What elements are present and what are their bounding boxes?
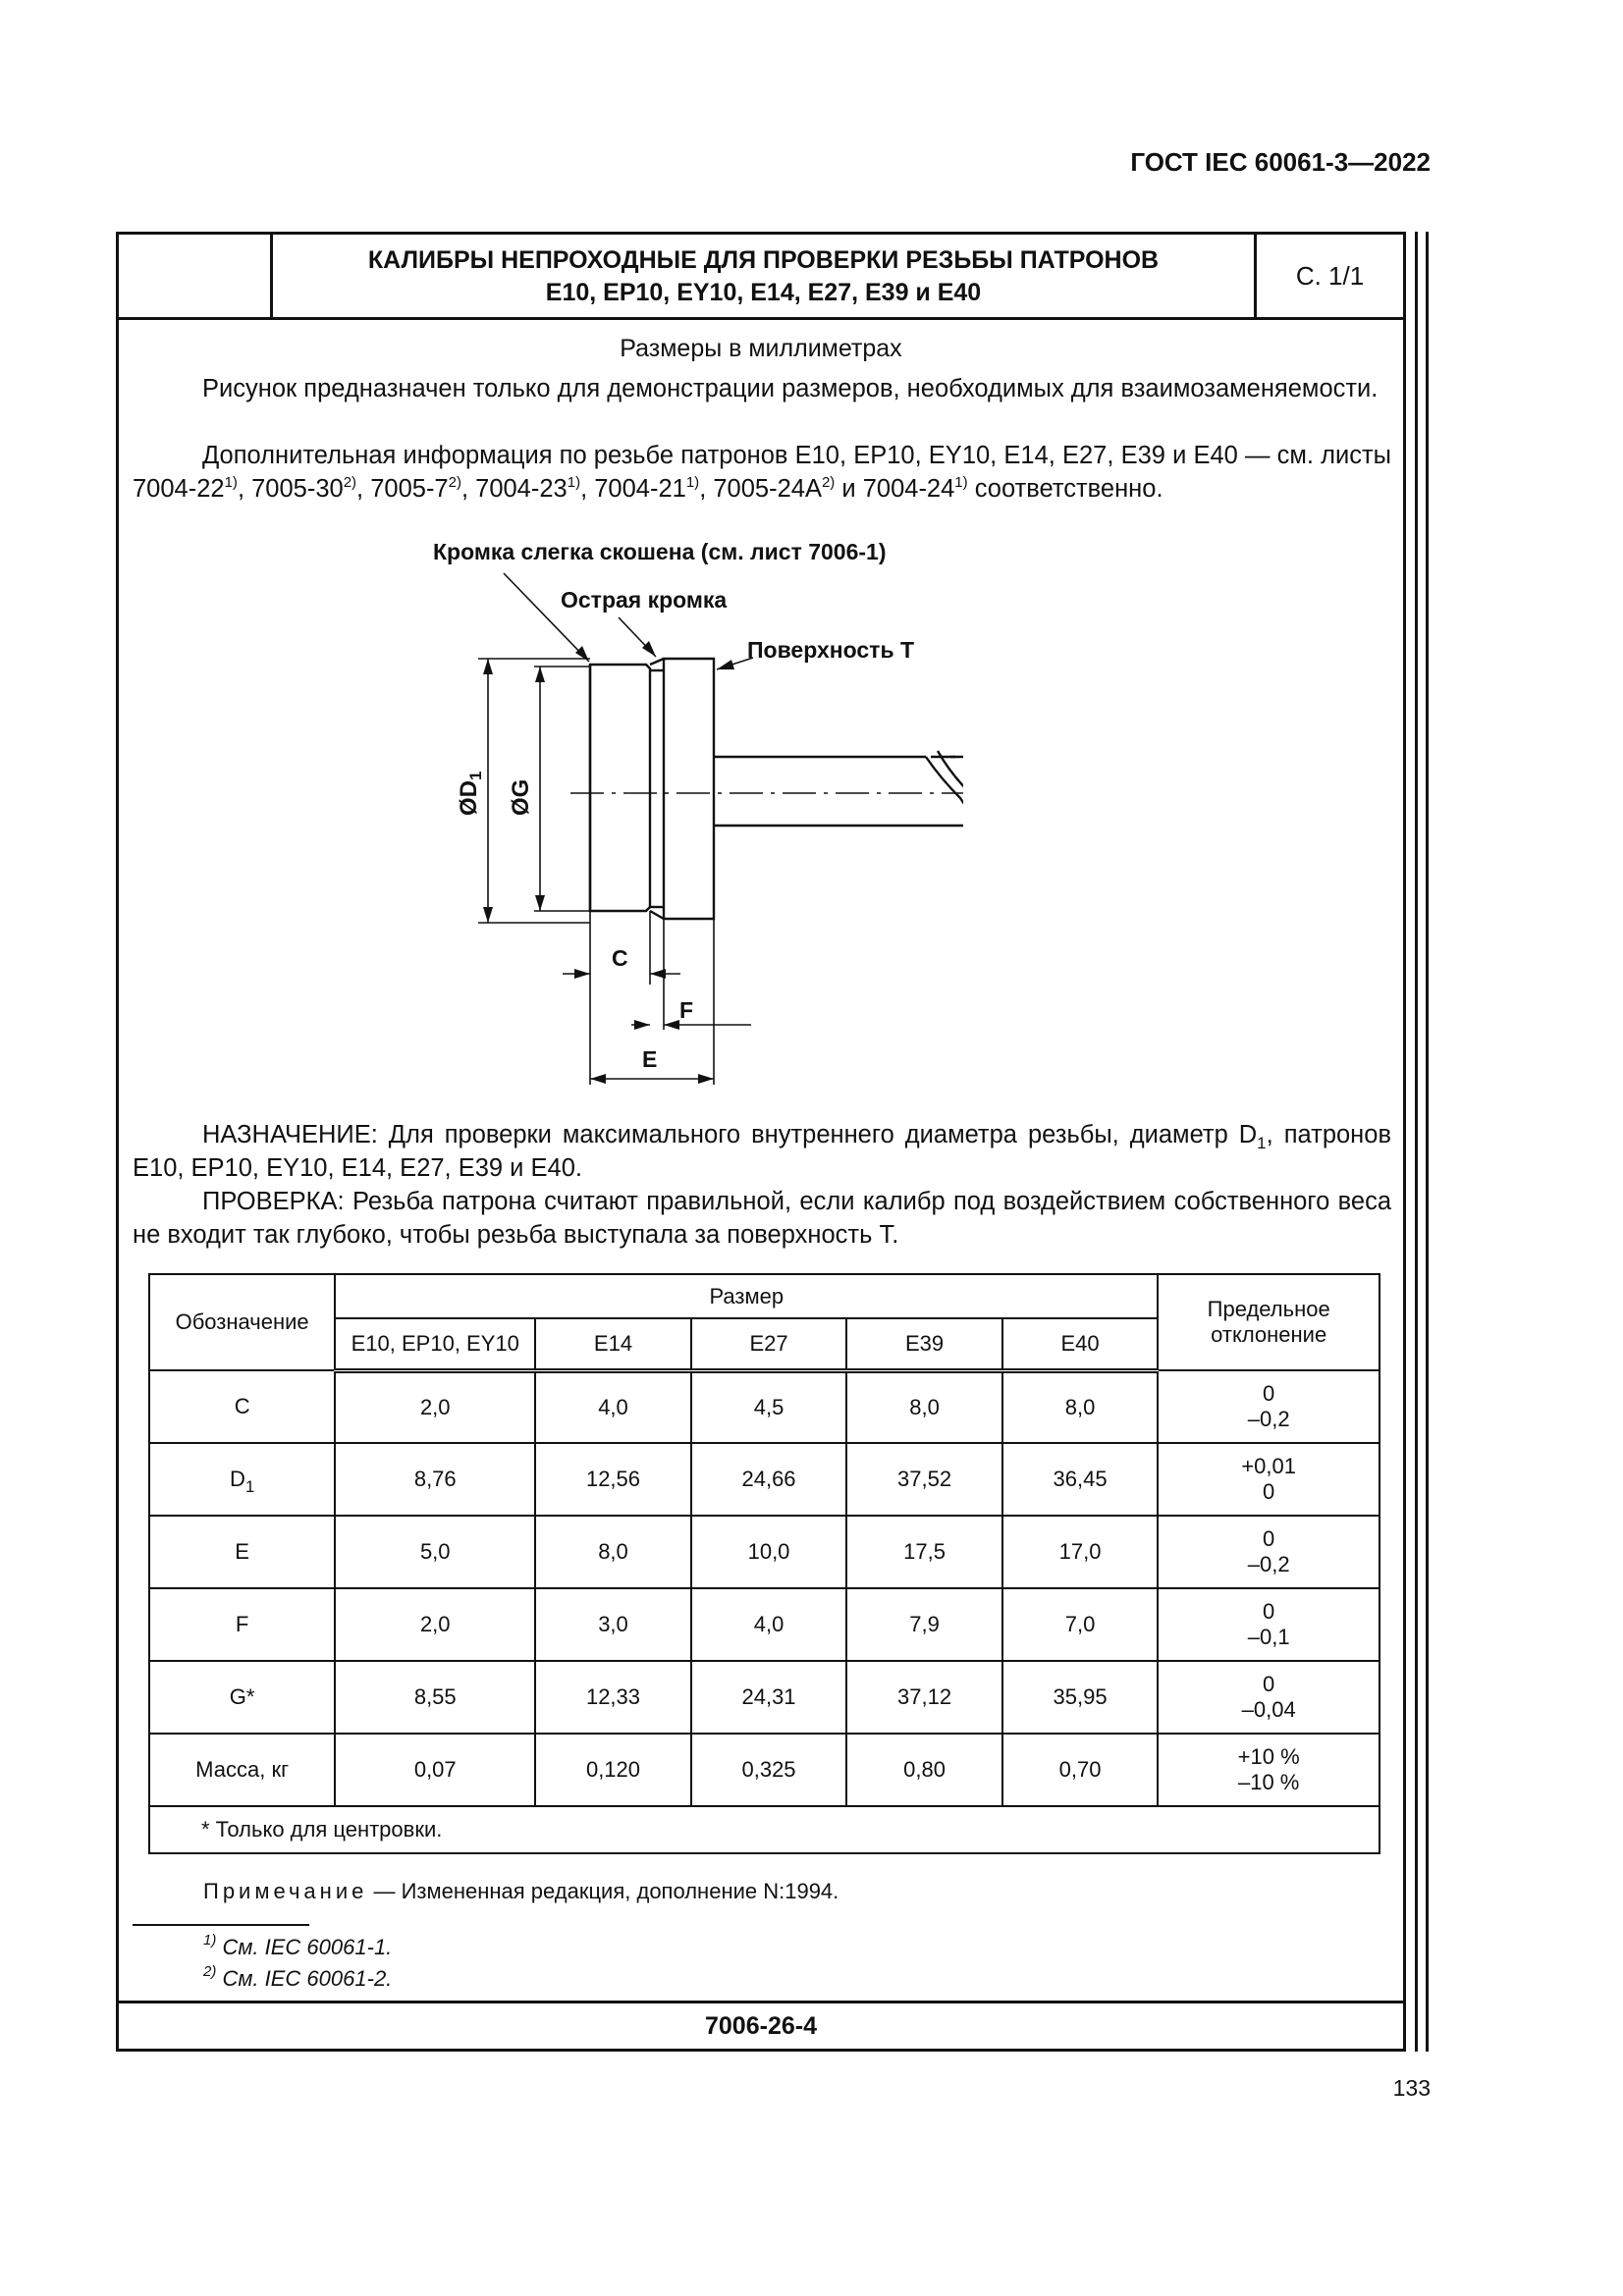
cell: 0,325 <box>691 1734 847 1806</box>
tolerance-cell: +0,01 0 <box>1158 1443 1380 1516</box>
check-paragraph: ПРОВЕРКА: Резьба патрона считают правильной, если калибр под воздействием собственного веса не входит так глубоко, чтобы резьба выступала за поверхность T. <box>133 1188 1391 1249</box>
sheet-title-line2: E10, EP10, EY10, E14, E27, E39 и E40 <box>545 279 982 306</box>
col-header: E10, EP10, EY10 <box>335 1318 535 1370</box>
col-header: E27 <box>691 1318 847 1370</box>
table-row <box>149 1661 1380 1734</box>
cell: 2,0 <box>335 1588 535 1661</box>
cell: 7,9 <box>846 1588 1002 1661</box>
row-name: $D_1$ <box>149 1443 335 1516</box>
table-footnote: * Только для центровки. <box>149 1806 1380 1853</box>
col-header: E39 <box>846 1318 1002 1370</box>
header-size: Размер <box>335 1274 1158 1318</box>
cell: 2,0 <box>335 1370 535 1443</box>
cell: 36,45 <box>1002 1443 1159 1516</box>
label-sharp-edge: Острая кромка <box>561 587 728 613</box>
cell: 0,80 <box>846 1734 1002 1806</box>
cell: 3,0 <box>535 1588 691 1661</box>
row-name: Масса, кг <box>149 1734 335 1806</box>
row-name: E <box>149 1516 335 1588</box>
cell: 0,120 <box>535 1734 691 1806</box>
frame-spine-line <box>1415 232 1418 2052</box>
page-number: 133 <box>1392 2075 1431 2101</box>
intro-paragraph-2: Дополнительная информация по резьбе патронов E10, EP10, EY10, E14, E27, E39 и E40 — см. листы 7004-22$^{1)}$, 7005-30$^{2)}$, 7005-7$^{2)}$, 7004-23$^{1)}$, 7004-21$^{1)}$, $7005-24A^{2)}$ и 7004-24$^{1)}$ соответственно. <box>133 442 1391 503</box>
col-header: E14 <box>535 1318 691 1370</box>
sheet-header <box>119 235 1403 320</box>
cell: 37,12 <box>846 1661 1002 1734</box>
header-tolerance: Предельное отклонение <box>1158 1274 1380 1370</box>
cell: 12,33 <box>535 1661 691 1734</box>
cell: 8,55 <box>335 1661 535 1734</box>
table-row <box>149 1516 1380 1588</box>
footnote-separator <box>133 1924 309 1926</box>
cell: 5,0 <box>335 1516 535 1588</box>
cell: 7,0 <box>1002 1588 1159 1661</box>
footnote-2: $^{2)}$ См. IEC 60061-2. <box>203 1963 393 1991</box>
dim-e-label: E <box>642 1046 658 1072</box>
header-designation: Обозначение <box>149 1274 335 1370</box>
dimensions-table <box>148 1273 1380 1854</box>
tolerance-cell: 0 –0,2 <box>1158 1516 1380 1588</box>
cell: 8,0 <box>1002 1370 1159 1443</box>
cell: 0,07 <box>335 1734 535 1806</box>
intro-paragraph-1: Рисунок предназначен только для демонстрации размеров, необходимых для взаимозаменяемости. <box>202 375 1379 402</box>
gauge-body-outline <box>590 665 650 911</box>
standard-number: ГОСТ IEC 60061-3—2022 <box>1130 147 1431 177</box>
units-note: Размеры в миллиметрах <box>620 335 902 362</box>
tolerance-cell: 0 –0,2 <box>1158 1370 1380 1443</box>
col-header: E40 <box>1002 1318 1159 1370</box>
row-name: C <box>149 1370 335 1443</box>
table-row <box>149 1443 1380 1516</box>
note: Примечание — Измененная редакция, дополнение N:1994. <box>203 1879 839 1903</box>
table-row <box>149 1588 1380 1661</box>
sheet-title-line1: КАЛИБРЫ НЕПРОХОДНЫЕ ДЛЯ ПРОВЕРКИ РЕЗЬБЫ ПАТРОНОВ <box>367 246 1160 274</box>
cell: 10,0 <box>691 1516 847 1588</box>
label-surface-t: Поверхность T <box>747 637 915 663</box>
row-name: G* <box>149 1661 335 1734</box>
dim-f-label: F <box>679 997 694 1023</box>
cell: 4,0 <box>691 1588 847 1661</box>
tolerance-cell: 0 –0,04 <box>1158 1661 1380 1734</box>
sheet-title <box>273 244 1254 309</box>
cell: 4,5 <box>691 1370 847 1443</box>
purpose-paragraph: НАЗНАЧЕНИЕ: Для проверки максимального внутреннего диаметра резьбы, диаметр $D_1$, патронов E10, EP10, EY10, E14, E27, E39 и E40. <box>133 1121 1391 1182</box>
row-name: F <box>149 1588 335 1661</box>
cell: 17,0 <box>1002 1516 1159 1588</box>
table-row <box>149 1734 1380 1806</box>
sheet-number: С. 1/1 <box>1295 261 1365 291</box>
tolerance-cell: 0 –0,1 <box>1158 1588 1380 1661</box>
cell: 8,0 <box>846 1370 1002 1443</box>
cell: 4,0 <box>535 1370 691 1443</box>
cell: 24,66 <box>691 1443 847 1516</box>
footnote-1: $^{1)}$ См. IEC 60061-1. <box>203 1932 393 1959</box>
tolerance-cell: +10 % –10 % <box>1158 1734 1380 1806</box>
dim-c-label: C <box>612 945 628 971</box>
frame-spine-line <box>1426 232 1429 2052</box>
sheet-frame <box>116 232 1406 2052</box>
cell: 8,0 <box>535 1516 691 1588</box>
cell: 0,70 <box>1002 1734 1159 1806</box>
cell: 17,5 <box>846 1516 1002 1588</box>
cell: 8,76 <box>335 1443 535 1516</box>
cell: 12,56 <box>535 1443 691 1516</box>
gauge-handle-outline <box>714 757 963 826</box>
sheet-code: 7006-26-4 <box>119 2001 1403 2049</box>
dim-g-label: ØG <box>508 778 534 816</box>
label-bevel: Кромка слегка скошена (см. лист 7006-1) <box>433 539 887 564</box>
cell: 24,31 <box>691 1661 847 1734</box>
cell: 35,95 <box>1002 1661 1159 1734</box>
table-row <box>149 1370 1380 1443</box>
dim-d1-label: $ØD_1$ <box>456 771 485 816</box>
cell: 37,52 <box>846 1443 1002 1516</box>
